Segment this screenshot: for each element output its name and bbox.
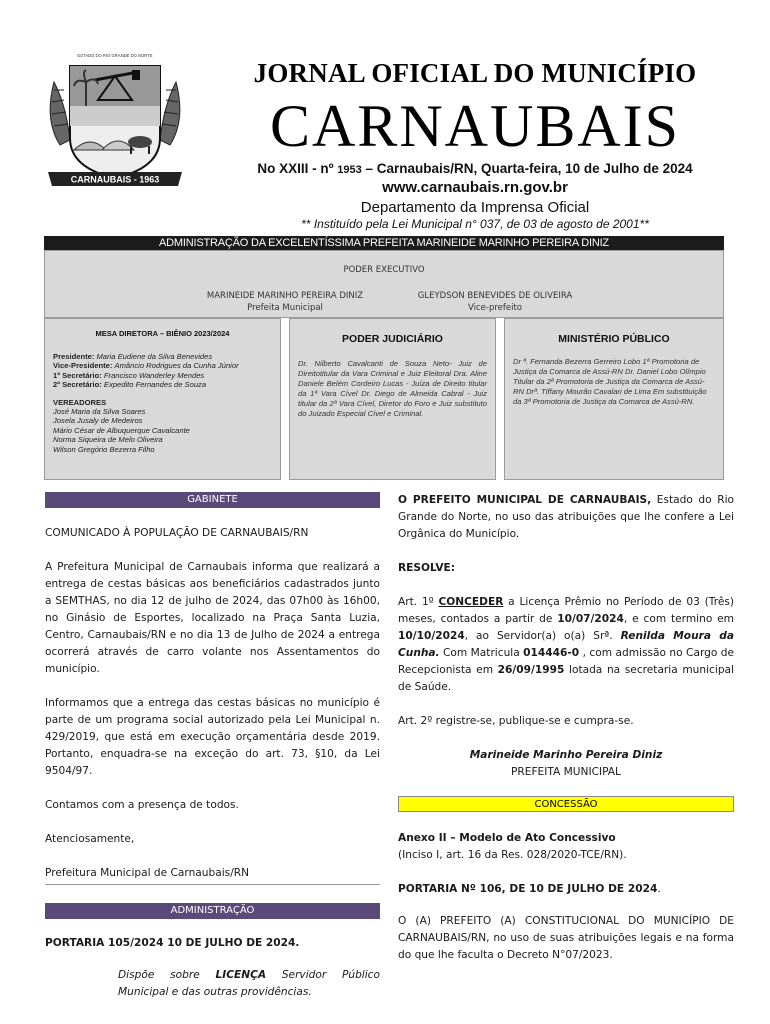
municipal-crest <box>40 50 190 200</box>
portaria-105-title: PORTARIA 105/2024 10 DE JULHO DE 2024. <box>45 937 300 949</box>
edition-suffix: – Carnaubais/RN, Quarta-feira, 10 de Julho de 2024 <box>361 161 693 176</box>
vice-mayor-block <box>405 291 585 313</box>
masthead <box>215 58 735 231</box>
mesa-list <box>45 352 280 454</box>
comunicado-paragraph-2: Informamos que a entrega das cestas básicas no município é parte de um programa social autorizado pela Lei Municipal n. 429/2019, que está em execução orçamentária desde 2019. Portanto, enquadra-se na exceção do art. 73, §10, da Lei 9504/97. <box>45 697 380 777</box>
mayor-block <box>195 291 375 313</box>
website-link[interactable]: www.carnaubais.rn.gov.br <box>382 179 568 196</box>
comunicado-closing: Contamos com a presença de todos. <box>45 799 239 811</box>
vereador: Mário César de Albuquerque Cavalcante <box>53 425 190 435</box>
authorities-row <box>44 318 724 480</box>
crest-emblem-icon <box>40 50 190 200</box>
mesa-member: Presidente: Maria Eudiene da Silva Benevides <box>53 352 213 361</box>
anexo-reference: (Inciso I, art. 16 da Res. 028/2020-TCE/RN). <box>398 849 627 861</box>
concessao-header: CONCESSÃO <box>398 796 734 812</box>
mesa-title: MESA DIRETORA – BIÊNIO 2023/2024 <box>95 329 230 338</box>
vereador: Norma Siqueira de Melo Oliveira <box>53 435 163 445</box>
mesa-member: 1º Secretário: Francisco Wanderley Mendes <box>53 370 205 380</box>
signer-role: PREFEITA MUNICIPAL <box>511 766 621 778</box>
decree-intro: O PREFEITO MUNICIPAL DE CARNAUBAIS, Estado do Rio Grande do Norte, no uso das atribuições que lhe confere a Lei Orgânica do Município. <box>398 494 734 540</box>
gabinete-header: GABINETE <box>45 492 380 508</box>
journal-title: JORNAL OFICIAL DO MUNICÍPIO <box>253 58 697 88</box>
vereador: Josela Jusaly de Medeiros <box>53 416 143 426</box>
resolve-label: RESOLVE: <box>398 562 455 574</box>
edition-line <box>215 161 735 176</box>
mesa-diretora-panel <box>44 318 281 480</box>
judiciario-title: PODER JUDICIÁRIO <box>342 333 443 345</box>
crest-ribbon-text: CARNAUBAIS - 1963 <box>70 174 160 185</box>
institution-note: ** Instituído pela Lei Municipal n° 037, de 03 de agosto de 2001** <box>301 217 649 231</box>
department-name: Departamento da Imprensa Oficial <box>360 199 590 216</box>
vice-mayor-role: Vice-prefeito <box>467 303 522 313</box>
edition-prefix: No XXIII - nº <box>257 161 338 176</box>
administracao-header: ADMINISTRAÇÃO <box>45 903 380 919</box>
edition-number: 1953 <box>337 164 362 176</box>
vice-mayor-name: GLEYDSON BENEVIDES DE OLIVEIRA <box>417 291 573 301</box>
comunicado-paragraph-1: A Prefeitura Municipal de Carnaubais informa que realizará a entrega de cestas básicas aos beneficiários cadastrados junto a SEMTHAS, no dia 12 de julho de 2024, das 07h00 às 16h00, no Ginásio de Esportes, localizado na Praça Santa Luzia, Centro, Carnaubais/RN e no dia 13 de Julho de 2024 a entrega ocorrerá através de carro volante nos Assentamentos do município. <box>45 561 380 675</box>
anexo-title: Anexo II – Modelo de Ato Concessivo <box>398 832 616 844</box>
comunicado-title: COMUNICADO À POPULAÇÃO DE CARNAUBAIS/RN <box>45 527 309 539</box>
portaria-106-body: O (A) PREFEITO (A) CONSTITUCIONAL DO MUNICÍPIO DE CARNAUBAIS/RN, no uso de suas atribuições legais e na forma do que lhe faculta o Decreto N°07/2023. <box>398 915 734 961</box>
comunicado-signature: Prefeitura Municipal de Carnaubais/RN <box>45 865 380 885</box>
city-title: CARNAUBAIS <box>269 93 681 159</box>
right-column <box>398 492 734 964</box>
mayor-role: Prefeita Municipal <box>247 303 323 313</box>
vereador: José Maria da Silva Soares <box>53 407 146 417</box>
ministerio-body: Dr ª. Fernanda Bezerra Gerreiro Lobo 1ª Promotoria de Justiça da Comarca de Assú-RN Dr. Daniel Lobo Olímpio Titular da 2ª Promotoria de Justiça da Comarca de Assú-RN Drª. Tiffany Mourão Cavalari de Lima Em substituição da 3ª Promotoria de Justiça da Comarca de Assú-RN. <box>513 357 707 406</box>
vereador: Wilson Gregório Bezerra Filho <box>53 444 155 454</box>
vereadores-title: VEREADORES <box>53 397 107 407</box>
executive-title: PODER EXECUTIVO <box>343 265 425 275</box>
executive-box <box>44 250 724 318</box>
ministerio-panel <box>504 318 724 480</box>
mayor-name: MARINEIDE MARINHO PEREIRA DINIZ <box>206 291 364 301</box>
mesa-member: 2º Secretário: Expedito Fernandes de Souza <box>53 380 207 390</box>
portaria-105-ementa: Dispõe sobre LICENÇA Servidor Público Municipal e das outras providências. <box>118 969 380 998</box>
judiciario-panel <box>289 318 496 480</box>
article-2: Art. 2º registre-se, publique-se e cumpra-se. <box>398 715 634 727</box>
portaria-106-title: PORTARIA Nº 106, DE 10 DE JULHO DE 2024. <box>398 883 661 895</box>
comunicado-regards: Atenciosamente, <box>45 833 135 845</box>
left-column <box>45 492 380 1001</box>
crest-top-text: ESTADO DO RIO GRANDE DO NORTE <box>77 53 153 58</box>
signer-name: Marineide Marinho Pereira Diniz <box>469 749 663 761</box>
ministerio-title: MINISTÉRIO PÚBLICO <box>558 333 670 345</box>
judiciario-body: Dr. Nilberto Cavalcanti de Souza Neto- Juiz de Direitotitular da Vara Criminal e Juiz Eleitoral Dra. Aline Daniele Belém Cordeiro Lucas - Juíza de Direito titular da 1ª Vara Cível Dr. Diego de Almeida Cabral - Juiz titular da 2ª Vara Cível, Diretor do Foro e Juiz substituto do Juizado Especial Cível e Criminal. <box>298 359 487 418</box>
mesa-member: Vice-Presidente: Amâncio Rodrigues da Cunha Júnior <box>53 361 239 371</box>
administration-bar: ADMINISTRAÇÃO DA EXCELENTÍSSIMA PREFEITA MARINEIDE MARINHO PEREIRA DINIZ <box>44 236 724 250</box>
article-1: Art. 1º CONCEDER a Licença Prêmio no Período de 03 (Três) meses, contados a partir de 10/07/2024, e com termino em 10/10/2024, ao Servidor(a) o(a) Srª. Renilda Moura da Cunha. Com Matricula 014446-0 , com admissão no Cargo de Recepcionista em 26/09/1995 lotada na secretaria municipal de Saúde. <box>398 596 735 693</box>
